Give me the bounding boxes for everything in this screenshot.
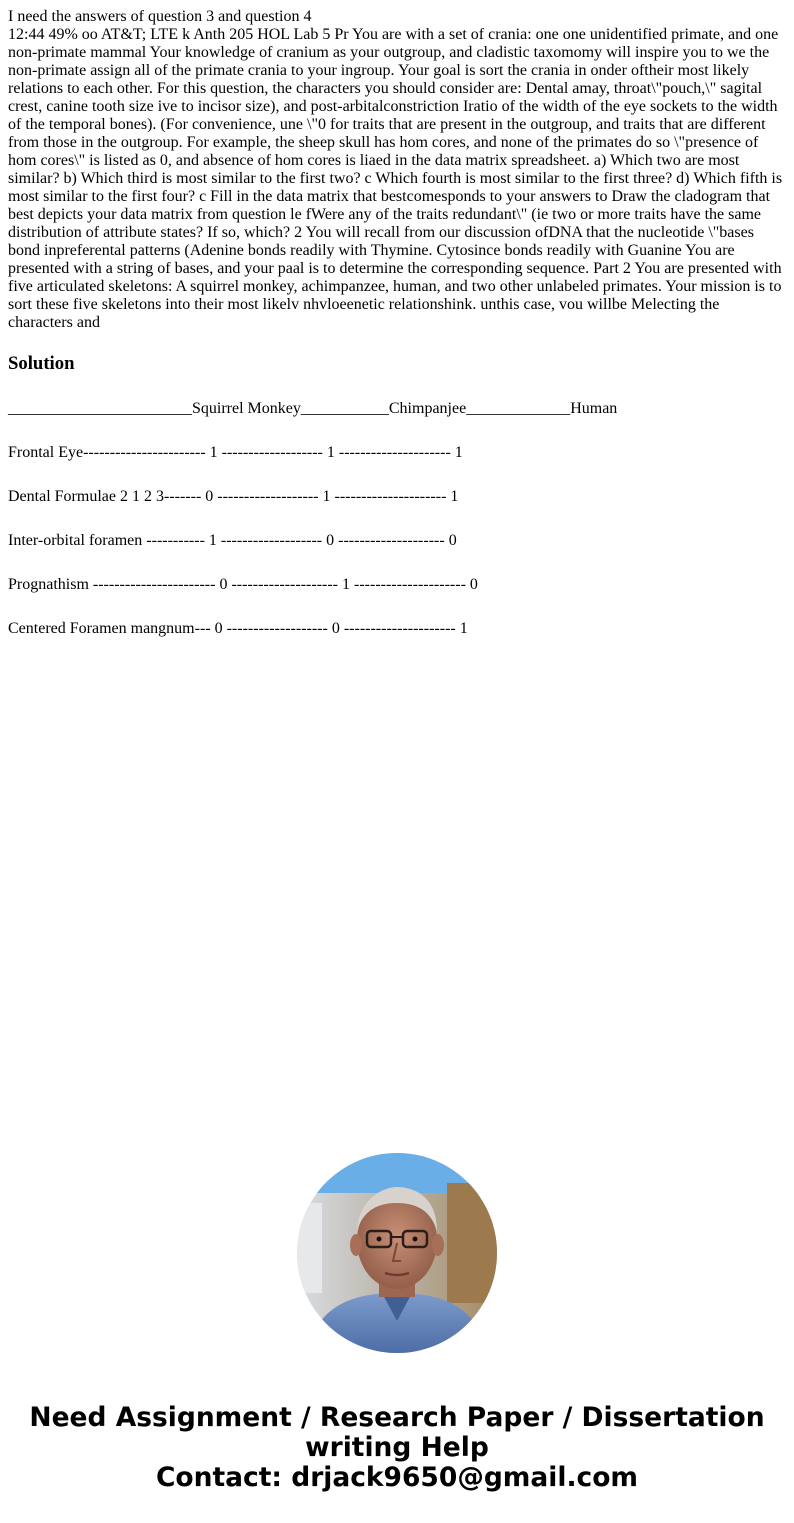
question-body: 12:44 49% oo AT&T; LTE k Anth 205 HOL Lab 5 Pr You are with a set of crania: one one unidentified primate, and one non-primate mammal Your knowledge of cranium as your outgroup, and cladistic taxomomy will inspire you to we the non-primate assign all of the primate crania to your ingroup. Your goal is sort the crania in onder oftheir most likely relations to each other. For this question, the characters you should consider are: Dental amay, throat\"pouch,\" sagital crest, canine tooth size ive to incisor size), and post-arbitalconstriction Iratio of the width of the eye sockets to the width of the temporal bones). (For convenience, une \"0 for traits that are present in the outgroup, and traits that are different from those in the outgroup. For example, the sheep skull has hom cores, and none of the primates do so \"presence of hom cores\" is listed as 0, and absence of hom cores is liaed in the data matrix spreadsheet. a) Which two are most similar? b) Which third is most similar to the first two? c Which fourth is most similar to the first three? d) Which fifth is most similar to the first four? c Fill in the data matrix that bestcomesponds to your answers to Draw the cladogram that best depicts your data matrix from question le fWere any of the traits redundant\" (ie two or more traits have the same distribution of attribute states? If so, which? 2 You will recall from our discussion ofDNA that the nucleotide \"bases bond inpreferental patterns (Adenine bonds readily with Thymine. Cytosince bonds readily with Guanine You are presented with a string of bases, and your paal is to determine the corresponding sequence. Part 2 You are presented with five articulated skeletons: A squirrel monkey, achimpanzee, human, and two other unlabeled primates. Your mission is to sort these five skeletons into their most likelv nhvloeenetic relationshink. unthis case, vou willbe Melecting the characters and [8,26,783,331]
matrix-row-centered-foramen: Centered Foramen mangnum--- 0 ------------------- 0 --------------------- 1 [8,620,468,637]
matrix-row-inter-orbital-foramen: Inter-orbital foramen ----------- 1 ------------------- 0 -------------------- 0 [8,532,457,549]
matrix-row-prognathism: Prognathism ----------------------- 0 -------------------- 1 --------------------- 0 [8,576,478,593]
avatar-portrait [297,1153,497,1353]
promo-line-2: writing Help [305,1432,489,1463]
matrix-row-dental-formulae: Dental Formulae 2 1 2 3------- 0 ------------------- 1 --------------------- 1 [8,488,459,505]
promo-banner [0,1403,794,1493]
promo-line-1: Need Assignment / Research Paper / Dissertation [29,1402,765,1433]
promo-contact[interactable]: Contact: drjack9650@gmail.com [155,1462,639,1493]
question-content [8,8,786,638]
matrix-row-frontal-eye: Frontal Eye----------------------- 1 ------------------- 1 --------------------- 1 [8,444,463,461]
tutor-avatar [297,1153,497,1353]
solution-heading: Solution [8,353,75,374]
question-title: I need the answers of question 3 and question 4 [8,8,312,25]
matrix-header-row: _______________________Squirrel Monkey___________Chimpanjee_____________Human [8,400,618,417]
